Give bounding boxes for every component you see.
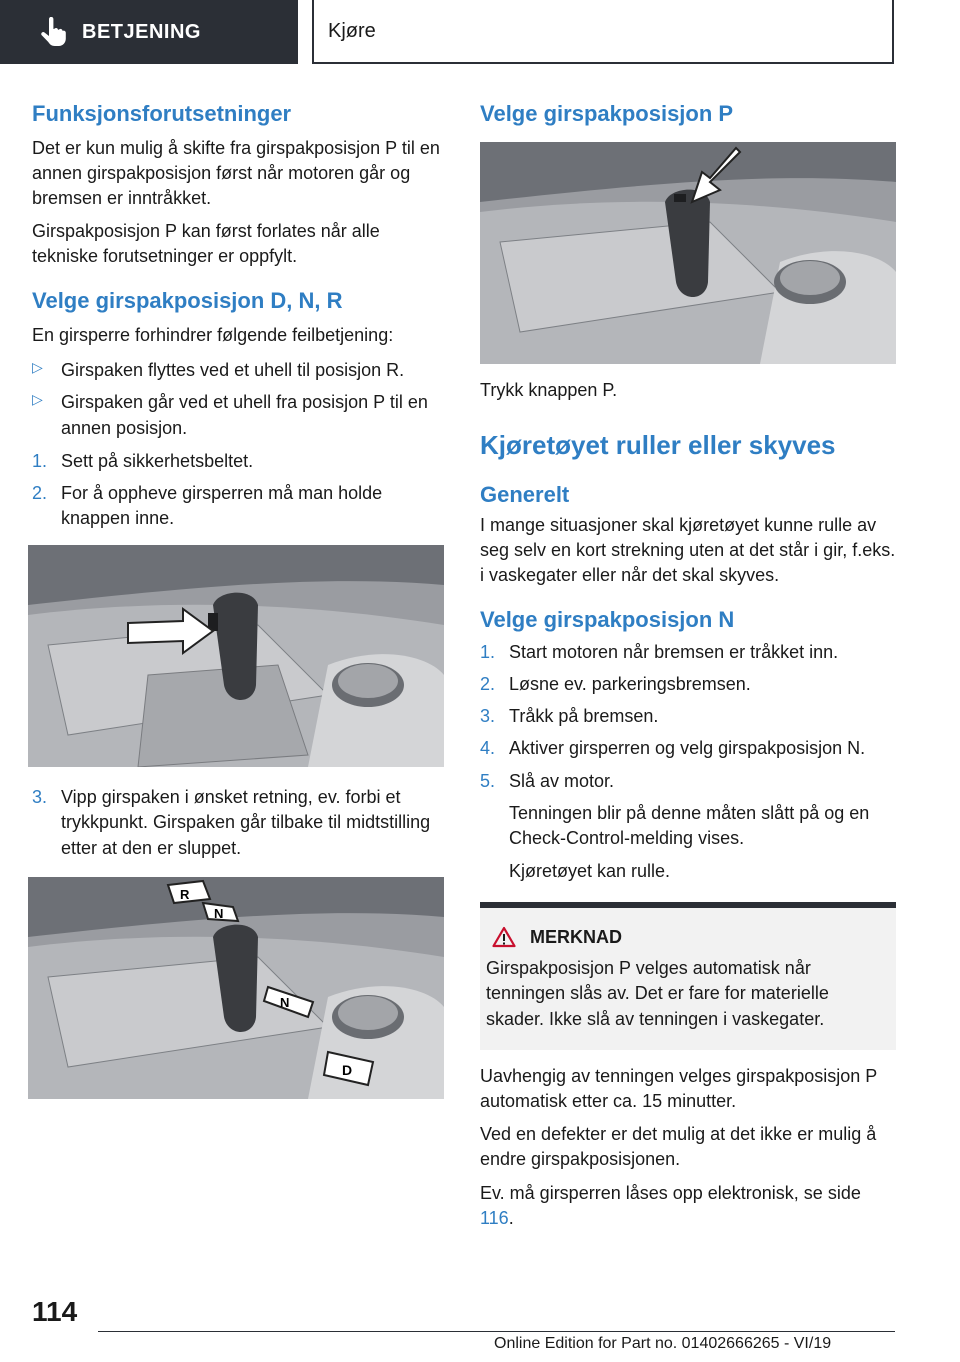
list-item: ▷ Girspaken går ved et uhell fra posisjon P til en annen posisjon. <box>32 390 444 440</box>
warning-title: MERKNAD <box>486 926 888 948</box>
p-button-photo <box>480 142 896 364</box>
direction-label: D <box>342 1061 353 1078</box>
list-item: 1. Sett på sikkerhetsbeltet. <box>32 450 254 471</box>
edition-label: Online Edition for Part no. 01402666265 - VI/19 <box>494 1335 832 1352</box>
list-item: ▷ Girspaken flyttes ved et uhell til posisjon R. <box>32 358 444 383</box>
hand-pointer-icon <box>40 17 66 47</box>
heading-select-p: Velge girspakposisjon P <box>480 101 734 126</box>
warning-box <box>480 902 896 1050</box>
heading-prerequisites: Funksjonsforutsetninger <box>32 101 292 126</box>
direction-label: N <box>214 905 224 921</box>
sub-paragraph: Tenningen blir på denne måten slått på og en Check-Control-melding vises. <box>509 802 870 848</box>
paragraph: Uavhengig av tenningen velges girspakposisjon P automatisk etter ca. 15 minutter. <box>480 1065 877 1111</box>
warning-triangle-icon <box>492 926 516 948</box>
list-item: 4. Aktiver girsperren og velg girspakposisjon N. <box>480 738 866 759</box>
bullet-list <box>32 358 444 441</box>
warning-text: Girspakposisjon P velges automatisk når tenningen slås av. Det er fare for materielle skader. Ikke slå av tenningen i vaskegater. <box>486 958 829 1029</box>
gear-lever-photo <box>28 545 444 767</box>
heading-select-dnr: Velge girspakposisjon D, N, R <box>32 288 343 314</box>
list-item: 5. Slå av motor. <box>480 770 615 791</box>
numbered-steps <box>480 640 896 794</box>
paragraph: Trykk knappen P. <box>480 379 618 400</box>
page-number: 114 <box>32 1296 78 1327</box>
direction-label: N <box>280 994 290 1010</box>
footer-divider <box>98 1331 895 1332</box>
heading-rolling: Kjøretøyet ruller eller skyves <box>480 429 836 460</box>
paragraph: I mange situasjoner skal kjøretøyet kunne rulle av seg selv en kort strekning uten at det står i gir, f.eks. i vaskegater eller når det skal skyves. <box>480 514 896 586</box>
list-item: 3. Vipp girspaken i ønsket retning, ev. forbi et trykkpunkt. Girspaken går tilbake til midtstilling etter at den er sluppet. <box>32 787 431 858</box>
paragraph: Det er kun mulig å skifte fra girspakposisjon P til en annen girspakposisjon først når motoren går og bremsen er inntråkket. <box>32 137 440 208</box>
list-item: 2. Løsne ev. parkeringsbremsen. <box>480 673 751 694</box>
triangle-bullet-icon: ▷ <box>32 391 43 408</box>
paragraph: Ved en defekter er det mulig at det ikke er mulig å endre girspakposisjonen. <box>480 1124 877 1170</box>
gear-directions-photo <box>28 877 444 1099</box>
heading-general: Generelt <box>480 482 570 508</box>
heading-select-n: Velge girspakposisjon N <box>480 607 735 633</box>
numbered-steps <box>32 449 444 532</box>
section-label: BETJENING <box>82 20 201 43</box>
paragraph: En girsperre forhindrer følgende feilbetjening: <box>32 324 394 345</box>
sub-paragraph: Kjøretøyet kan rulle. <box>509 861 671 882</box>
triangle-bullet-icon: ▷ <box>32 359 43 376</box>
numbered-steps <box>32 785 444 861</box>
chapter-header <box>312 0 894 64</box>
list-item: 2. For å oppheve girsperren må man holde knappen inne. <box>32 482 383 529</box>
left-column <box>32 100 444 1117</box>
section-tab[interactable] <box>0 0 298 64</box>
list-item: 3. Tråkk på bremsen. <box>480 706 659 727</box>
paragraph: Ev. må girsperren låses opp elektronisk, se side 116. <box>480 1182 861 1228</box>
page-reference-link[interactable]: 116 <box>480 1207 509 1228</box>
chapter-label: Kjøre <box>328 19 376 42</box>
paragraph: Girspakposisjon P kan først forlates når alle tekniske forutsetninger er oppfylt. <box>32 221 380 267</box>
right-column <box>480 100 896 1239</box>
list-item: 1. Start motoren når bremsen er tråkket inn. <box>480 641 839 662</box>
direction-label: R <box>180 886 190 902</box>
